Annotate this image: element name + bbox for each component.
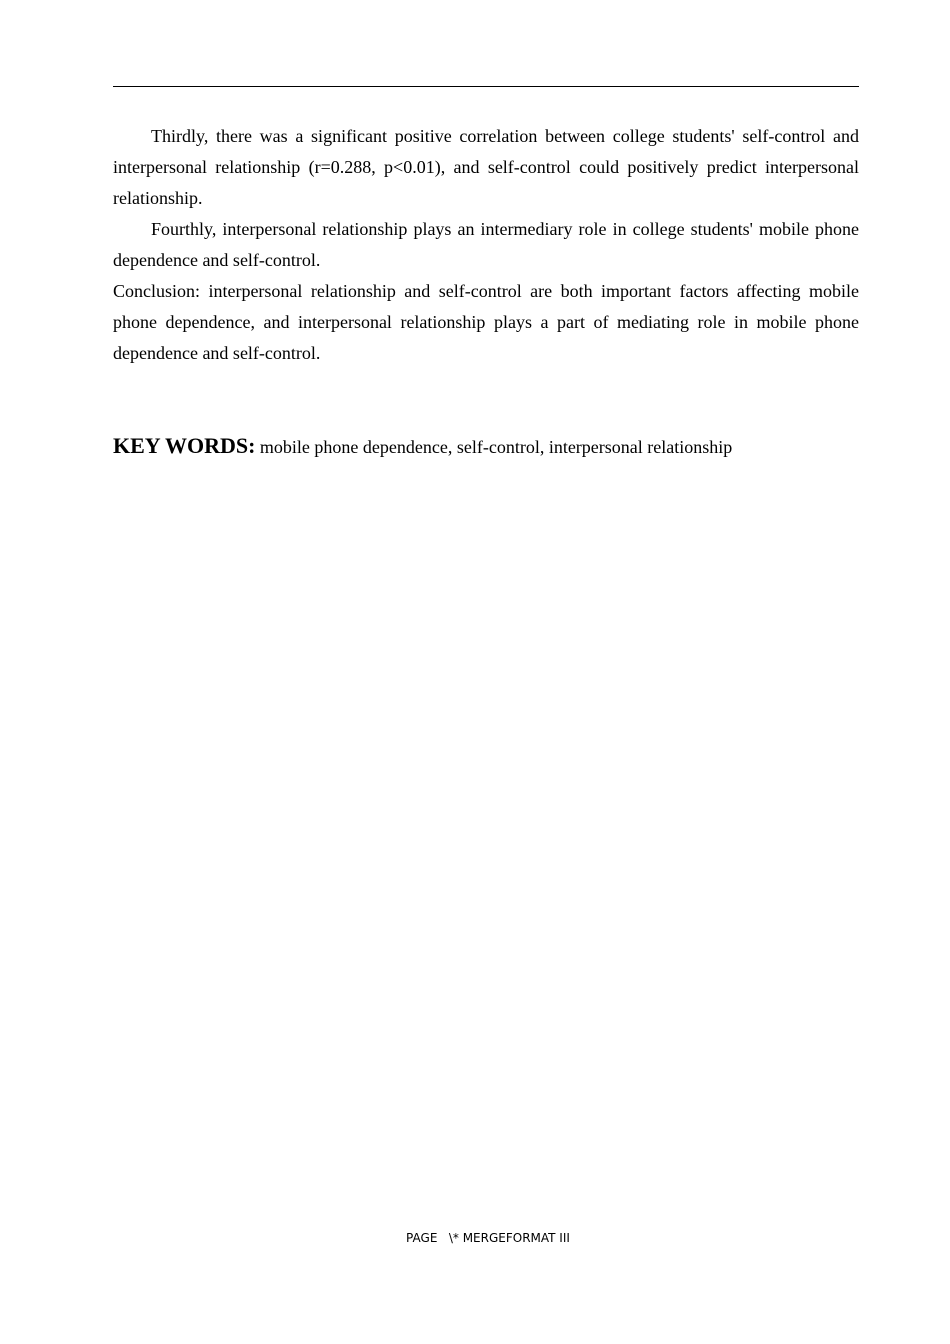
paragraph-conclusion: Conclusion: interpersonal relationship and self-control are both important factors affecting mobile phone dependence, and interpersonal relationship plays a part of mediating role in mobile phone dependence and self-control. <box>113 281 859 363</box>
paragraph-fourthly: Fourthly, interpersonal relationship plays an intermediary role in college students' mobile phone dependence and self-control. <box>113 219 859 270</box>
keywords-line <box>113 430 859 463</box>
keywords-label: KEY WORDS: <box>113 433 256 458</box>
keywords-text: mobile phone dependence, self-control, interpersonal relationship <box>255 437 733 457</box>
paragraph-thirdly: Thirdly, there was a significant positive correlation between college students' self-control and interpersonal relationship (r=0.288, p<0.01), and self-control could positively predict interpersonal relationship. <box>113 126 859 208</box>
abstract-body <box>113 121 859 369</box>
page-number-field: PAGE \* MERGEFORMAT III <box>406 1231 570 1245</box>
header-rule <box>113 86 859 87</box>
